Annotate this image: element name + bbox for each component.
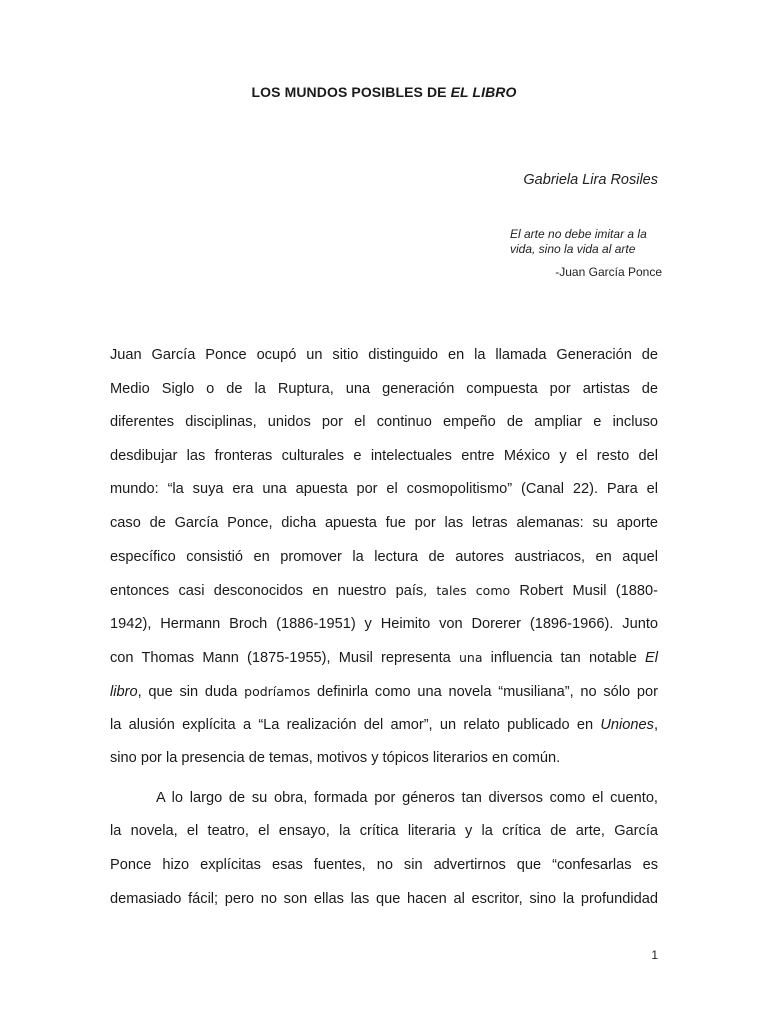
body-text	[110, 339, 658, 916]
body-line: 1942), Hermann Broch (1886-1951) y Heimito von Dorerer (1896-1966). Junto	[110, 615, 658, 632]
body-line: A lo largo de su obra, formada por géneros tan diversos como el cuento,	[156, 789, 658, 806]
document-title	[0, 84, 768, 100]
title-main: LOS MUNDOS POSIBLES DE	[251, 84, 451, 100]
title-italic: EL LIBRO	[450, 84, 517, 100]
body-line: la novela, el teatro, el ensayo, la crítica literaria y la crítica de arte, García	[110, 823, 658, 840]
body-line: mundo: “la suya era una apuesta por el cosmopolitismo” (Canal 22). Para el	[110, 481, 658, 498]
page-number: 1	[651, 948, 658, 962]
body-line: sino por la presencia de temas, motivos y tópicos literarios en común.	[110, 750, 561, 767]
body-line: Juan García Ponce ocupó un sitio distinguido en la llamada Generación de	[110, 347, 658, 363]
author-name: Gabriela Lira Rosiles	[523, 172, 658, 188]
body-line: Medio Siglo o de la Ruptura, una generación compuesta por artistas de	[110, 380, 658, 397]
epigraph-attribution: -Juan García Ponce	[555, 265, 662, 279]
body-line: la alusión explícita a “La realización del amor”, un relato publicado en Uniones,	[110, 716, 658, 733]
body-line: entonces casi desconocidos en nuestro país, tales como Robert Musil (1880-	[110, 583, 658, 600]
body-line: desdibujar las fronteras culturales e intelectuales entre México y el resto del	[110, 447, 658, 464]
epigraph	[510, 227, 665, 257]
body-line: demasiado fácil; pero no son ellas las que hacen al escritor, sino la profundidad	[110, 890, 658, 907]
body-line: diferentes disciplinas, unidos por el continuo empeño de ampliar e incluso	[110, 414, 658, 431]
epigraph-line-1: El arte no debe imitar a la	[510, 227, 647, 241]
body-line: libro, que sin duda podríamos definirla como una novela “musiliana”, no sólo por	[110, 683, 658, 700]
body-line: Ponce hizo explícitas esas fuentes, no sin advertirnos que “confesarlas es	[110, 856, 658, 873]
body-line: específico consistió en promover la lectura de autores austriacos, en aquel	[110, 548, 658, 565]
body-line: caso de García Ponce, dicha apuesta fue por las letras alemanas: su aporte	[110, 514, 658, 531]
body-line: con Thomas Mann (1875-1955), Musil representa una influencia tan notable El	[110, 650, 659, 667]
epigraph-line-2: vida, sino la vida al arte	[510, 242, 636, 256]
